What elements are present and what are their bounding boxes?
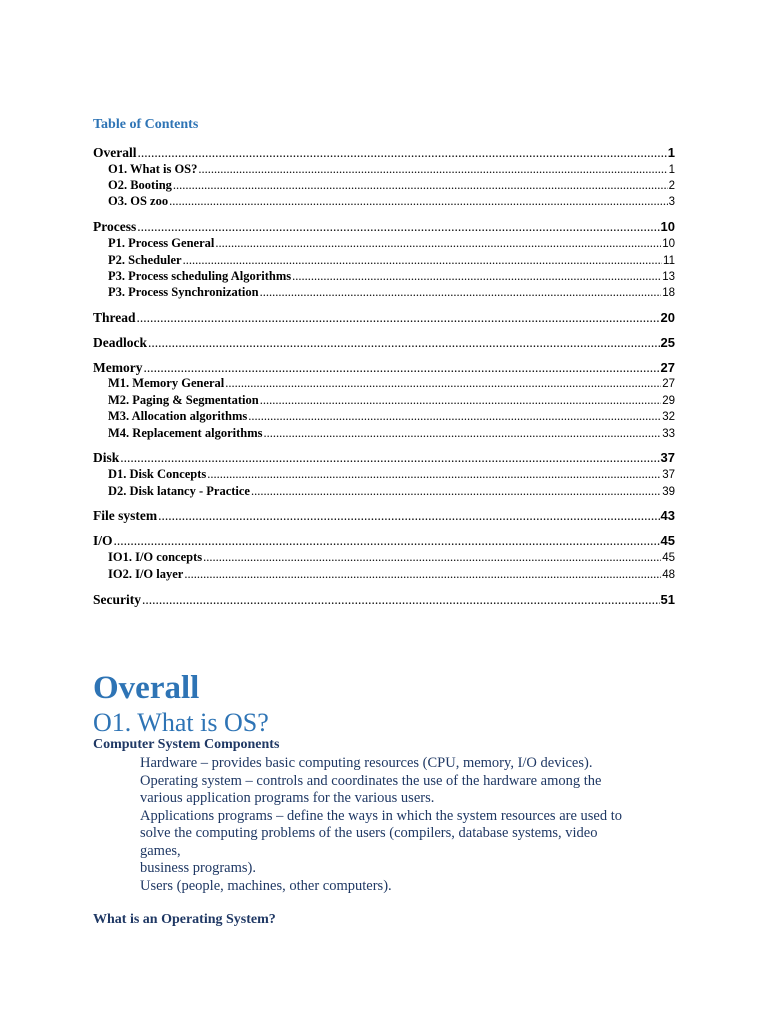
heading-what-is-an-operating-system: What is an Operating System? (93, 912, 276, 927)
toc-leader-dots (148, 336, 660, 350)
body-line: business programs). (140, 860, 256, 876)
toc-entry-label: IO2. I/O layer (108, 567, 184, 581)
toc-entry-io2[interactable] (108, 568, 675, 582)
toc-leader-dots (225, 377, 661, 390)
toc-entry-label: Disk (93, 450, 120, 465)
toc-entry-file-system[interactable] (93, 509, 675, 523)
heading-overall: Overall (93, 670, 200, 706)
components-paragraph (140, 755, 670, 895)
toc-entry-label: Overall (93, 145, 137, 160)
toc-leader-dots (203, 551, 661, 564)
toc-entry-label: P2. Scheduler (108, 253, 182, 267)
toc-leader-dots (198, 163, 667, 176)
body-line: Operating system – controls and coordinates the use of the hardware among the (140, 772, 602, 789)
toc-leader-dots (251, 485, 661, 498)
toc-entry-page: 13 (662, 271, 675, 283)
toc-entry-page: 20 (660, 310, 675, 325)
toc-entry-label: Process (93, 219, 137, 234)
toc-entry-d2[interactable] (108, 485, 675, 499)
toc-entry-label: D2. Disk latancy - Practice (108, 484, 250, 498)
toc-leader-dots (137, 220, 659, 234)
toc-entry-o1[interactable] (108, 163, 675, 177)
toc-entry-label: M2. Paging & Segmentation (108, 393, 259, 407)
toc-leader-dots (260, 286, 662, 299)
toc-entry-d1[interactable] (108, 468, 675, 482)
heading-what-is-os: O1. What is OS? (93, 708, 269, 737)
toc-leader-dots (263, 427, 661, 440)
toc-entry-label: Deadlock (93, 335, 147, 350)
toc-entry-page: 37 (660, 450, 675, 465)
toc-entry-label: File system (93, 508, 158, 523)
toc-leader-dots (138, 146, 667, 160)
toc-entry-label: Security (93, 592, 141, 607)
toc-entry-page: 1 (667, 145, 675, 160)
toc-entry-label: O2. Booting (108, 178, 172, 192)
toc-entry-page: 29 (662, 395, 675, 407)
toc-entry-page: 25 (660, 335, 675, 350)
toc-entry-label: P3. Process scheduling Algorithms (108, 269, 292, 283)
toc-entry-page: 10 (660, 219, 675, 234)
toc-entry-label: O3. OS zoo (108, 194, 169, 208)
toc-leader-dots (158, 509, 659, 523)
toc-entry-o2[interactable] (108, 179, 675, 193)
toc-entry-process[interactable] (93, 220, 675, 234)
heading-computer-system-components: Computer System Components (93, 737, 280, 752)
toc-leader-dots (215, 237, 661, 250)
toc-leader-dots (137, 311, 660, 325)
toc-entry-io[interactable] (93, 534, 675, 548)
body-line: solve the computing problems of the users (compilers, database systems, video (140, 825, 598, 841)
toc-entry-page: 51 (660, 592, 675, 607)
body-line: Users (people, machines, other computers). (140, 877, 392, 894)
toc-leader-dots (143, 361, 659, 375)
toc-entry-page: 37 (662, 469, 675, 481)
toc-entry-page: 32 (662, 411, 675, 423)
body-line: Applications programs – define the ways in which the system resources are used to (140, 807, 622, 824)
toc-entry-p3-synchronization[interactable] (108, 286, 675, 300)
toc-entry-overall[interactable] (93, 146, 675, 160)
toc-entry-thread[interactable] (93, 311, 675, 325)
toc-leader-dots (114, 534, 660, 548)
body-line: various application programs for the various users. (140, 790, 435, 806)
toc-entry-page: 27 (662, 378, 675, 390)
toc-leader-dots (120, 451, 659, 465)
body-line: Hardware – provides basic computing resources (CPU, memory, I/O devices). (140, 755, 593, 771)
toc-entry-m1[interactable] (108, 377, 675, 391)
toc-entry-label: IO1. I/O concepts (108, 550, 203, 564)
toc-leader-dots (142, 593, 660, 607)
toc-leader-dots (173, 179, 668, 192)
toc-entry-label: O1. What is OS? (108, 162, 198, 176)
toc-entry-label: M3. Allocation algorithms (108, 409, 248, 423)
toc-entry-page: 48 (662, 569, 675, 581)
toc-entry-deadlock[interactable] (93, 336, 675, 350)
toc-entry-page: 11 (663, 255, 675, 267)
toc-entry-page: 18 (662, 287, 675, 299)
toc-leader-dots (248, 410, 661, 423)
toc-entry-page: 45 (662, 552, 675, 564)
toc-entry-page: 45 (660, 533, 675, 548)
body-line: games, (140, 842, 181, 859)
toc-entry-p3-algorithms[interactable] (108, 270, 675, 284)
toc-entry-label: Thread (93, 310, 136, 325)
toc-entry-m4[interactable] (108, 427, 675, 441)
toc-leader-dots (292, 270, 661, 283)
toc-entry-p2[interactable] (108, 254, 675, 268)
toc-entry-label: P3. Process Synchronization (108, 285, 259, 299)
toc-entry-io1[interactable] (108, 551, 675, 565)
toc-entry-page: 27 (660, 360, 675, 375)
toc-entry-label: Memory (93, 360, 143, 375)
toc-entry-page: 39 (662, 486, 675, 498)
toc-leader-dots (169, 195, 668, 208)
toc-entry-m3[interactable] (108, 410, 675, 424)
toc-entry-security[interactable] (93, 593, 675, 607)
toc-entry-page: 43 (660, 508, 675, 523)
toc-entry-page: 3 (668, 196, 675, 208)
toc-entry-label: D1. Disk Concepts (108, 467, 207, 481)
toc-entry-page: 2 (668, 180, 675, 192)
toc-entry-page: 10 (662, 238, 675, 250)
toc-entry-page: 33 (662, 428, 675, 440)
toc-entry-m2[interactable] (108, 394, 675, 408)
toc-heading: Table of Contents (93, 117, 199, 132)
toc-entry-memory[interactable] (93, 361, 675, 375)
toc-entry-disk[interactable] (93, 451, 675, 465)
toc-entry-page: 1 (668, 164, 675, 176)
toc-entry-label: P1. Process General (108, 236, 215, 250)
toc-entry-label: M4. Replacement algorithms (108, 426, 263, 440)
toc-leader-dots (184, 568, 661, 581)
toc-leader-dots (260, 394, 662, 407)
toc-entry-o3[interactable] (108, 195, 675, 209)
toc-entry-label: I/O (93, 533, 113, 548)
toc-leader-dots (207, 468, 661, 481)
toc-entry-p1[interactable] (108, 237, 675, 251)
toc-leader-dots (183, 254, 662, 267)
toc-entry-label: M1. Memory General (108, 376, 225, 390)
